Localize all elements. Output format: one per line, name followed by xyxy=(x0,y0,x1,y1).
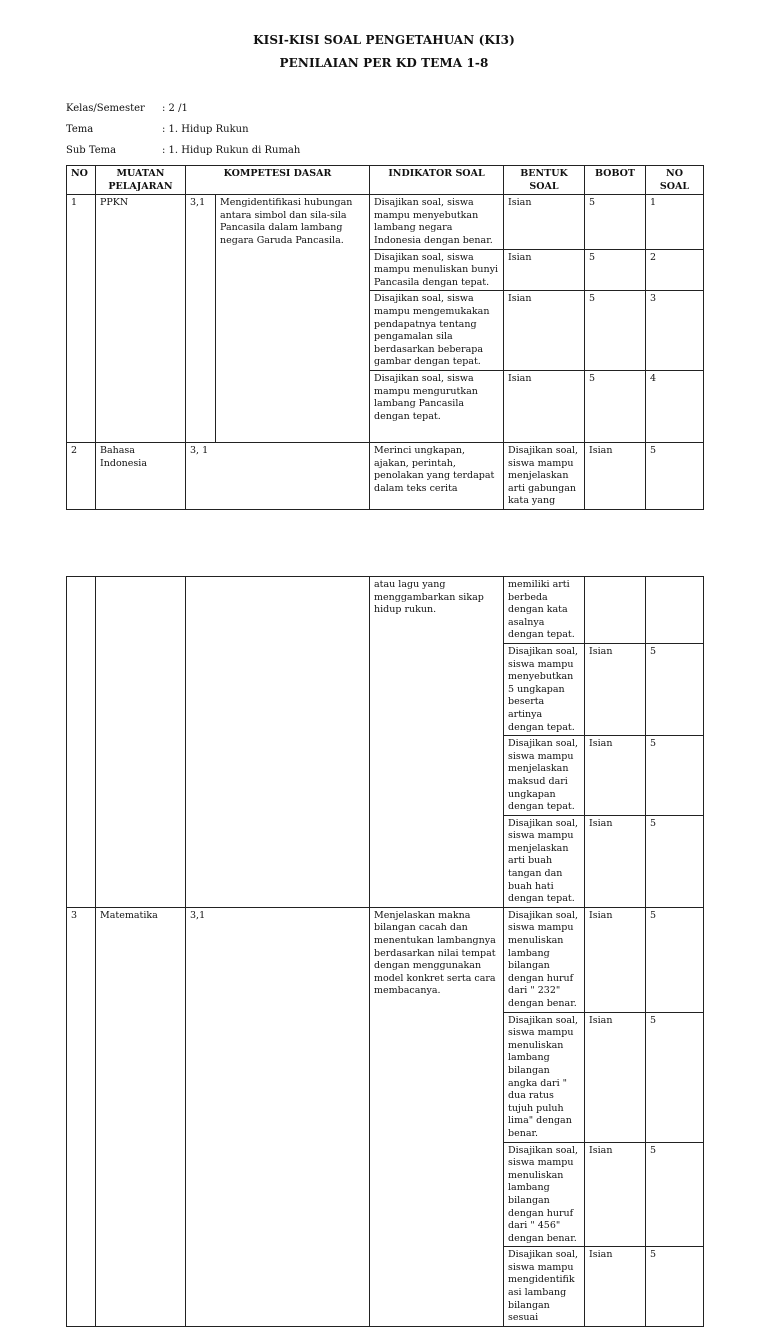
row-bobot: 5 xyxy=(585,370,646,442)
table-row xyxy=(67,195,704,249)
column-header-kompetensi: KOMPETESI DASAR xyxy=(186,166,370,195)
kisi-kisi-table-page2 xyxy=(66,576,704,1327)
row-kd-number: 3,1 xyxy=(186,195,216,443)
row-kd-number: 3,1 xyxy=(186,907,370,1326)
meta-value-subtema: : 1. Hidup Rukun di Rumah xyxy=(162,145,301,156)
table-row xyxy=(67,442,704,509)
row-kd-number xyxy=(186,577,370,908)
row-subject xyxy=(96,577,186,908)
row-indikator: Disajikan soal, siswa mampu mengurutkan lambang Pancasila dengan tepat. xyxy=(370,370,504,442)
row-bobot: 5 xyxy=(585,249,646,291)
row-bentuk: Isian xyxy=(504,291,585,371)
row-bentuk: Isian xyxy=(585,442,646,509)
row-bentuk: Isian xyxy=(585,736,646,816)
meta-label-tema: Tema xyxy=(66,124,94,135)
row-indikator: Disajikan soal, siswa mampu menyebutkan 5 ungkapan beserta artinya dengan tepat. xyxy=(504,643,585,735)
row-bentuk: Isian xyxy=(504,370,585,442)
row-indikator: Disajikan soal, siswa mampu menuliskan lambang bilangan dengan huruf dari " 232" dengan benar. xyxy=(504,907,585,1012)
table-header-row xyxy=(67,166,704,195)
row-subject: Bahasa Indonesia xyxy=(96,442,186,509)
row-bentuk: Isian xyxy=(585,1012,646,1142)
table-row xyxy=(67,907,704,1012)
row-kompetensi: atau lagu yang menggambarkan sikap hidup rukun. xyxy=(370,577,504,908)
row-indikator: Disajikan soal, siswa mampu menyebutkan lambang negara Indonesia dengan benar. xyxy=(370,195,504,249)
row-bobot: 5 xyxy=(646,1012,704,1142)
column-header-bobot: BOBOT xyxy=(585,166,646,195)
column-header-no-soal: NO SOAL xyxy=(646,166,704,195)
meta-label-subtema: Sub Tema xyxy=(66,145,117,156)
column-header-bentuk: BENTUK SOAL xyxy=(504,166,585,195)
row-bobot: 5 xyxy=(646,1142,704,1247)
row-no: 2 xyxy=(67,442,96,509)
row-subject: PPKN xyxy=(96,195,186,443)
meta-value-tema: : 1. Hidup Rukun xyxy=(162,124,249,135)
row-kd-number: 3, 1 xyxy=(186,442,370,509)
row-bobot: 5 xyxy=(585,291,646,371)
document-title: KISI-KISI SOAL PENGETAHUAN (KI3) xyxy=(253,33,515,47)
row-no xyxy=(67,577,96,908)
row-bobot: 5 xyxy=(646,815,704,907)
row-subject: Matematika xyxy=(96,907,186,1326)
row-indikator: memiliki arti berbeda dengan kata asalnya dengan tepat. xyxy=(504,577,585,644)
row-indikator: Disajikan soal, siswa mampu menjelaskan arti buah tangan dan buah hati dengan tepat. xyxy=(504,815,585,907)
column-header-muatan: MUATAN PELAJARAN xyxy=(96,166,186,195)
row-no: 1 xyxy=(67,195,96,443)
row-bentuk: Isian xyxy=(585,1247,646,1327)
row-bobot: 5 xyxy=(585,195,646,249)
row-indikator: Disajikan soal, siswa mampu menuliskan lambang bilangan dengan huruf dari " 456" dengan benar. xyxy=(504,1142,585,1247)
row-kompetensi: Menjelaskan makna bilangan cacah dan menentukan lambangnya berdasarkan nilai tempat dengan menggunakan model konkret serta cara membacanya. xyxy=(370,907,504,1326)
document-subtitle: PENILAIAN PER KD TEMA 1-8 xyxy=(279,56,489,70)
row-no: 3 xyxy=(67,907,96,1326)
table-row xyxy=(67,577,704,644)
column-header-indikator: INDIKATOR SOAL xyxy=(370,166,504,195)
row-no-soal: 4 xyxy=(646,370,704,442)
row-bentuk: Isian xyxy=(585,1142,646,1247)
row-bobot: 5 xyxy=(646,442,704,509)
row-no-soal: 2 xyxy=(646,249,704,291)
row-bobot: 5 xyxy=(646,907,704,1012)
row-bobot: 5 xyxy=(646,643,704,735)
kisi-kisi-table-page1 xyxy=(66,165,704,510)
row-indikator: Disajikan soal, siswa mampu menjelaskan maksud dari ungkapan dengan tepat. xyxy=(504,736,585,816)
row-bobot: 5 xyxy=(646,1247,704,1327)
row-bentuk: Isian xyxy=(504,249,585,291)
row-kompetensi: Mengidentifikasi hubungan antara simbol dan sila-sila Pancasila dalam lambang negara Garuda Pancasila. xyxy=(216,195,370,443)
row-indikator: Disajikan soal, siswa mampu menuliskan bunyi Pancasila dengan tepat. xyxy=(370,249,504,291)
row-no-soal: 3 xyxy=(646,291,704,371)
row-indikator: Disajikan soal, siswa mampu mengemukakan pendapatnya tentang pengamalan sila berdasarkan beberapa gambar dengan tepat. xyxy=(370,291,504,371)
meta-value-kelas: : 2 /1 xyxy=(162,103,188,114)
row-indikator: Disajikan soal, siswa mampu menjelaskan arti gabungan kata yang xyxy=(504,442,585,509)
row-bobot: 5 xyxy=(646,736,704,816)
row-bobot xyxy=(646,577,704,644)
row-bentuk: Isian xyxy=(585,815,646,907)
column-header-no: NO xyxy=(67,166,96,195)
row-bentuk: Isian xyxy=(585,907,646,1012)
meta-label-kelas: Kelas/Semester xyxy=(66,103,145,114)
row-bentuk xyxy=(585,577,646,644)
row-kompetensi: Merinci ungkapan, ajakan, perintah, penolakan yang terdapat dalam teks cerita xyxy=(370,442,504,509)
row-bentuk: Isian xyxy=(585,643,646,735)
row-bentuk: Isian xyxy=(504,195,585,249)
row-no-soal: 1 xyxy=(646,195,704,249)
row-indikator: Disajikan soal, siswa mampu menuliskan lambang bilangan angka dari " dua ratus tujuh puluh lima" dengan benar. xyxy=(504,1012,585,1142)
row-indikator: Disajikan soal, siswa mampu mengidentifikasi lambang bilangan sesuai xyxy=(504,1247,585,1327)
